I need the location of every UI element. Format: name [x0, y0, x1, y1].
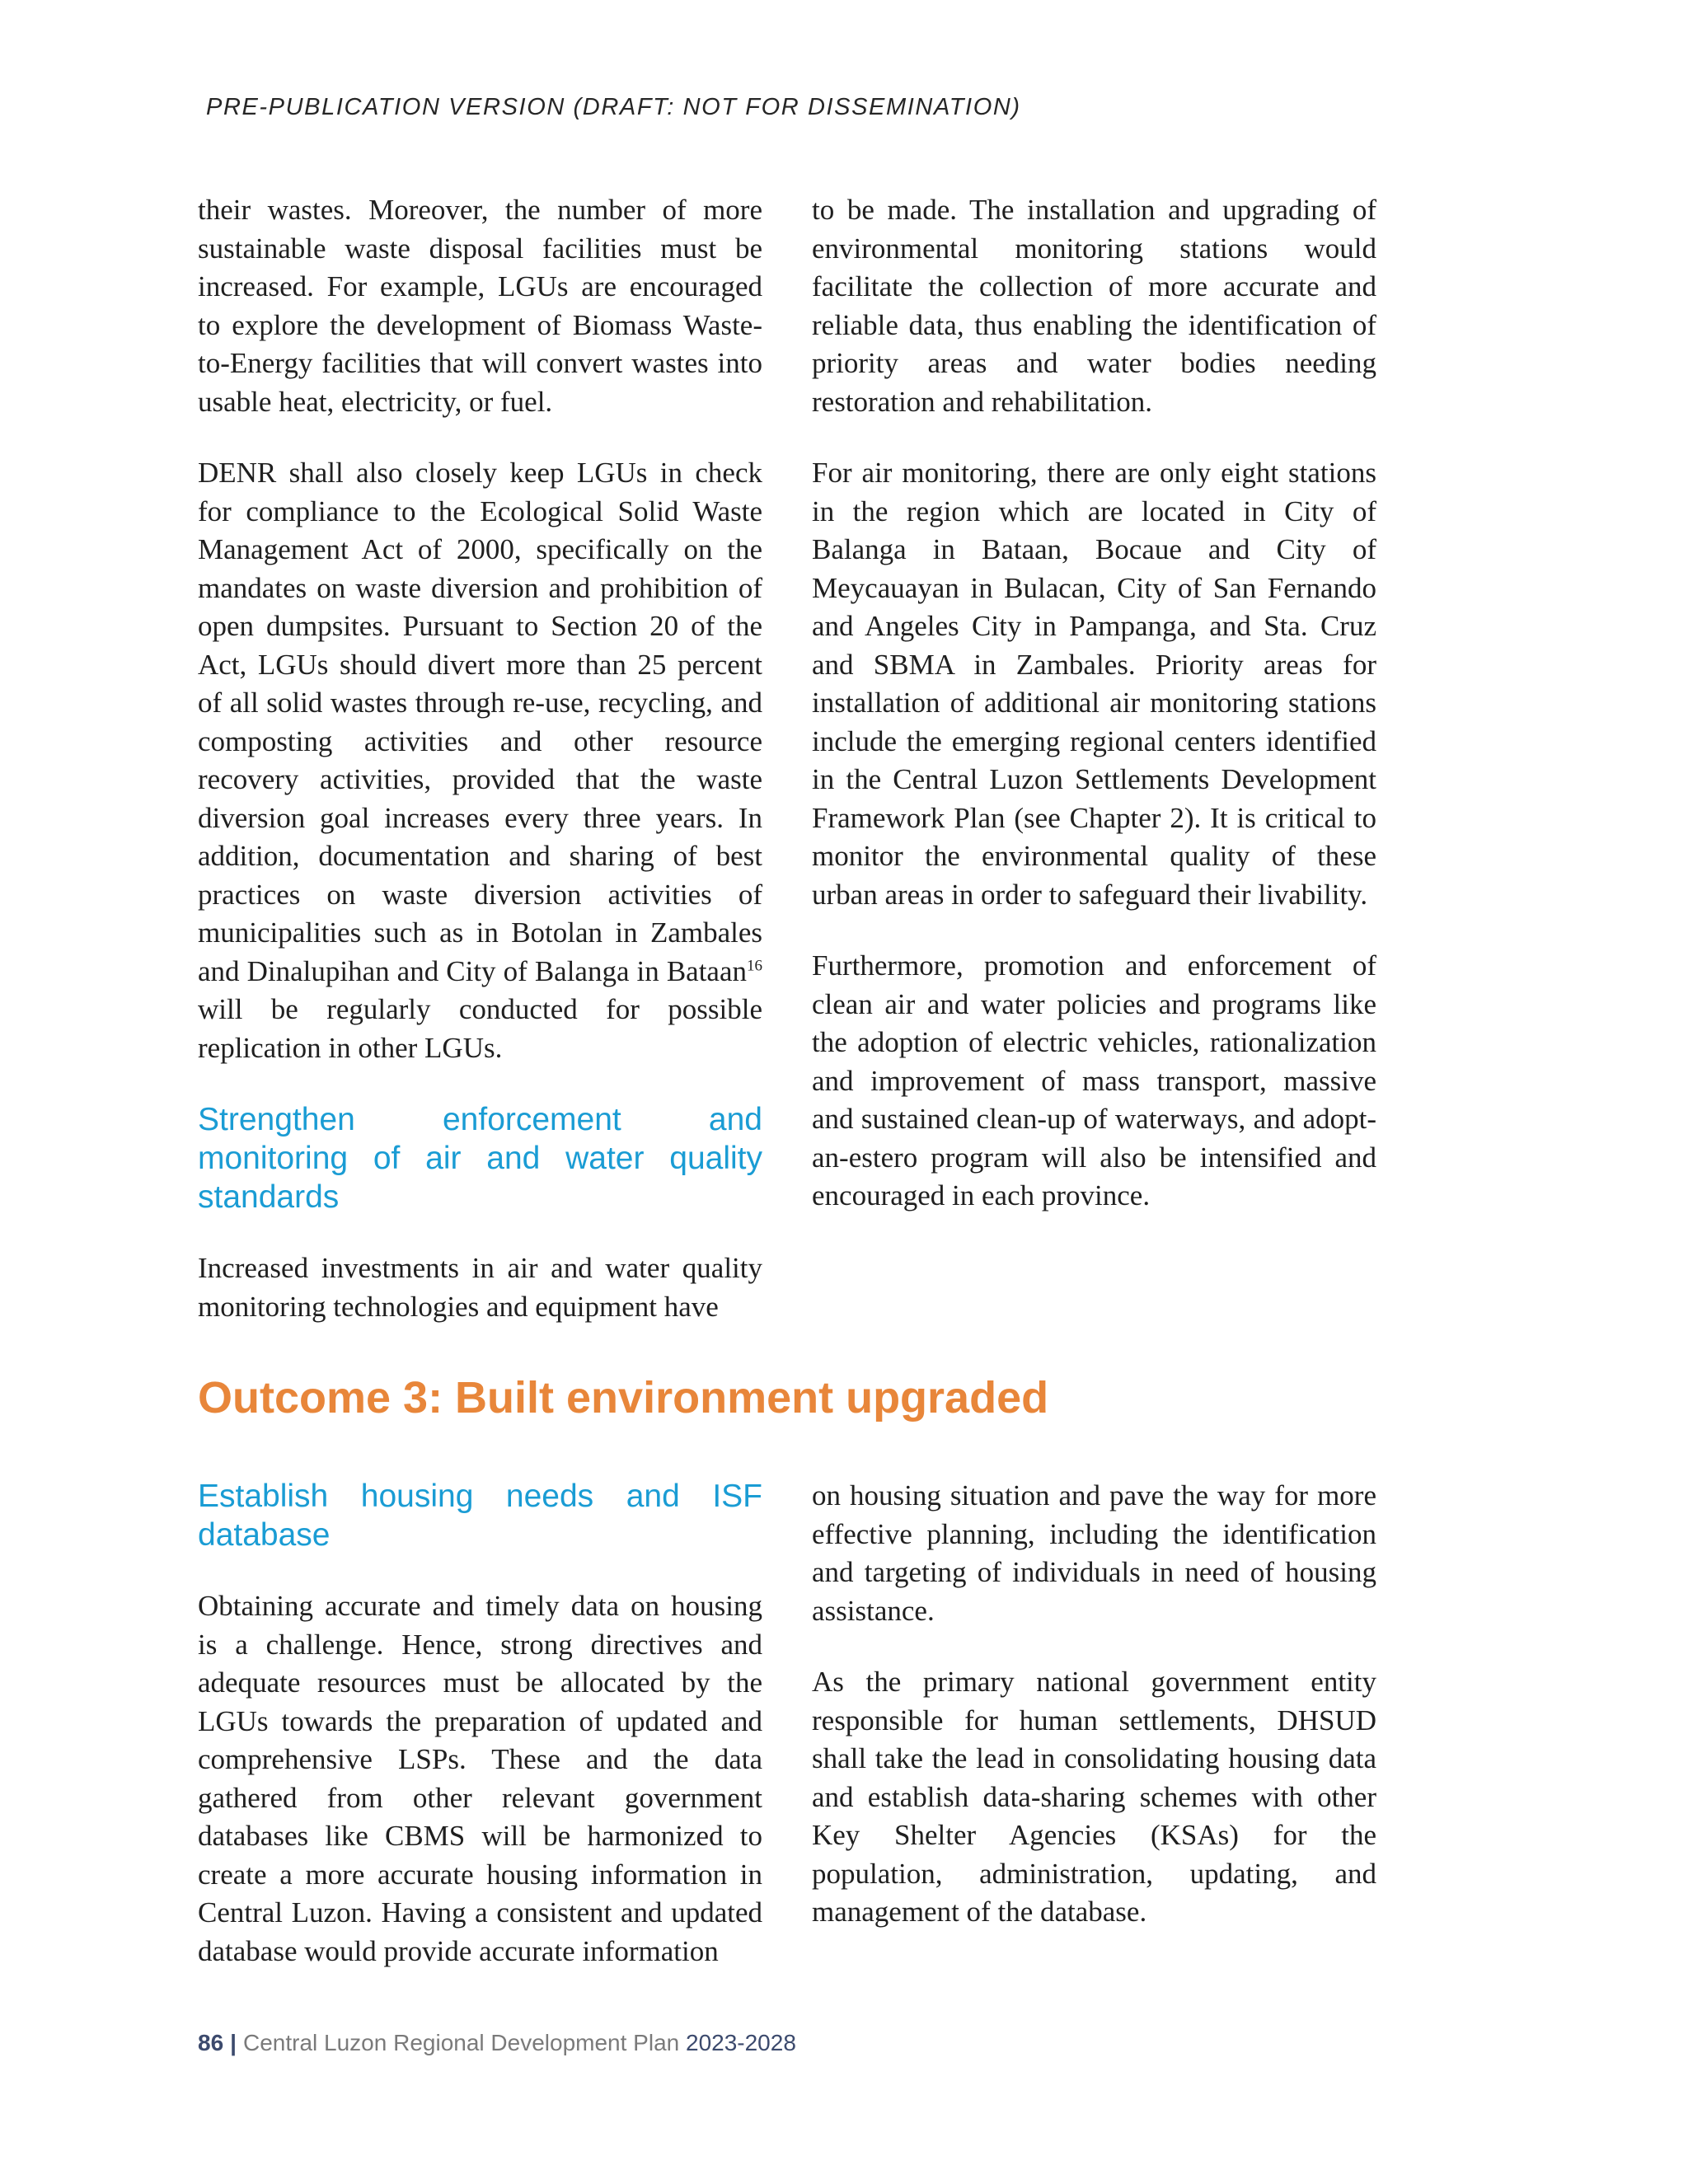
paragraph-monitoring-stations: to be made. The installation and upgrading of environmental monitoring stations would facilitate the collection of more accurate and reliable data, thus enabling the identification of priority areas and water bodies needing restoration and rehabilitation.: [812, 194, 1376, 418]
footer-separator: |: [230, 2030, 237, 2055]
paragraph-housing-data: Obtaining accurate and timely data on housing is a challenge. Hence, strong directives and adequate resources must be allocated by the LGUs towards the preparation of updated and comprehensive LSPs. These and the data gathered from other relevant government databases like CBMS will be harmonized to create a more accurate housing information in Central Luzon. Having a consistent and updated database would provide accurate information: [198, 1590, 762, 1967]
paragraph-dhsud: As the primary national government entity responsible for human settlements, DHSUD shall take the lead in consolidating housing data and establish data-sharing schemes with other Key Shelter Agencies (KSAs) for the population, administration, updating, and management of the database.: [812, 1666, 1376, 1928]
paragraph-clean-air-policies: Furthermore, promotion and enforcement of clean air and water policies and programs like the adoption of electric vehicles, rationalization and improvement of mass transport, massive and sustained clean-up of waterways, and adopt-an-estero program will also be intensified and encouraged in each province.: [812, 949, 1376, 1212]
page-number: 86: [198, 2030, 224, 2055]
paragraph-waste-facilities: their wastes. Moreover, the number of more sustainable waste disposal facilities must be increased. For example, LGUs are encouraged to explore the development of Biomass Waste-to-Energy facilities that will convert wastes into usable heat, electricity, or fuel.: [198, 194, 762, 418]
bottom-right-column: [812, 1477, 1376, 1965]
paragraph-denr-compliance: [198, 454, 762, 1067]
paragraph-air-monitoring: For air monitoring, there are only eight stations in the region which are located in City of Balanga in Bataan, Bocaue and City of Meycauayan in Bulacan, City of San Fernando and Angeles City in Pampanga, and Sta. Cruz and SBMA in Zambales. Priority areas for installation of additional air monitoring stations include the emerging regional centers identified in the Central Luzon Settlements Development Framework Plan (see Chapter 2). It is critical to monitor the environmental quality of these urban areas in order to safeguard their livability.: [812, 457, 1376, 911]
paragraph-denr-text: DENR shall also closely keep LGUs in check for compliance to the Ecological Solid Waste Management Act of 2000, specifically on the mandates on waste diversion and prohibition of open dumpsites. Pursuant to Section 20 of the Act, LGUs should divert more than 25 percent of all solid wastes through re-use, recycling, and composting activities and other resource recovery activities, provided that the waste diversion goal increases every three years. In addition, documentation and sharing of best practices on waste diversion activities of municipalities such as in Botolan in Zambales and Dinalupihan and City of Balanga in Bataan: [198, 457, 762, 987]
draft-header: PRE-PUBLICATION VERSION (DRAFT: NOT FOR DISSEMINATION): [206, 94, 1021, 120]
top-right-column: [812, 191, 1376, 1249]
footer-years: 2023-2028: [686, 2030, 796, 2055]
bottom-left-column: [198, 1477, 762, 2004]
heading-housing-database: Establish housing needs and ISF database: [198, 1479, 762, 1553]
outcome-title: Outcome 3: Built environment upgraded: [198, 1373, 1049, 1422]
paragraph-housing-situation: on housing situation and pave the way for more effective planning, including the identification and targeting of individuals in need of housing assistance.: [812, 1479, 1376, 1627]
top-left-column: [198, 191, 762, 1359]
paragraph-investments: Increased investments in air and water quality monitoring technologies and equipment have: [198, 1252, 762, 1323]
footnote-marker: 16: [747, 956, 762, 974]
heading-air-water-quality: Strengthen enforcement and monitoring of air and water quality standards: [198, 1102, 762, 1215]
paragraph-denr-text-end: will be regularly conducted for possible replication in other LGUs.: [198, 993, 762, 1064]
page-footer: [198, 2030, 796, 2056]
footer-title: Central Luzon Regional Development Plan: [243, 2030, 680, 2055]
